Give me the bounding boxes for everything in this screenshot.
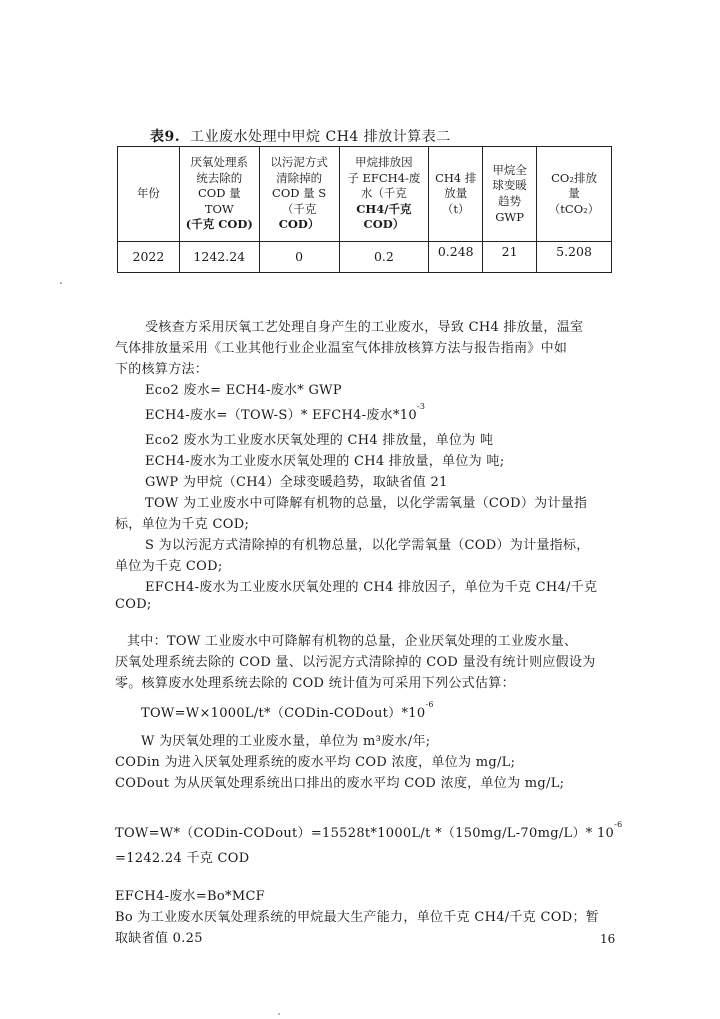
scan-speck (278, 1013, 280, 1015)
methane-calc-table (117, 146, 612, 273)
header-sludge-cod: 以污泥方式 清除掉的 COD 量 S （千克 COD） (259, 147, 339, 242)
paragraph-2-line-2: 厌氧处理系统去除的 COD 量、以污泥方式清除掉的 COD 量没有统计则应假设为 (115, 655, 596, 670)
definition-tow-line-2: 标，单位为千克 COD; (115, 517, 250, 532)
header-tow: 厌氧处理系 统去除的 COD 量 TOW (千克 COD) (179, 147, 259, 242)
paragraph-2-line-3: 零。核算废水处理系统去除的 COD 统计值为可采用下列公式估算： (115, 676, 515, 691)
table-caption (150, 126, 451, 146)
header-ch4-emission: CH4 排 放量 （t） (429, 147, 483, 242)
definition-s-line-1: S 为以污泥方式清除掉的有机物总量，以化学需氧量（COD）为计量指标， (145, 538, 590, 553)
definition-ech4: ECH4-废水为工业废水厌氧处理的 CH4 排放量，单位为 吨; (145, 454, 505, 469)
variable-codout: CODout 为从厌氧处理系统出口排出的废水平均 COD 浓度，单位为 mg/L; (115, 776, 565, 791)
cell-tow: 1242.24 (179, 242, 259, 273)
table-caption-title: 工业废水处理中甲烷 CH4 排放计算表二 (190, 129, 451, 145)
cell-gwp: 21 (483, 242, 537, 273)
paragraph-1-line-3: 下的核算方法： (115, 362, 209, 377)
header-gwp: 甲烷全 球变暖 趋势 GWP (483, 147, 537, 242)
table-header-row (118, 147, 612, 242)
definition-ef-line-2: COD; (115, 597, 152, 612)
scan-speck (60, 282, 62, 284)
header-emission-factor: 甲烷排放因 子 EFCH4-废 水（千克 CH4/千克 COD） (339, 147, 429, 242)
definition-ef-line-1: EFCH4-废水为工业废水厌氧处理的 CH4 排放因子，单位为千克 CH4/千克 (145, 580, 598, 595)
table-row (118, 242, 612, 273)
calculation-result: =1242.24 千克 COD (115, 851, 250, 866)
paragraph-1-line-1: 受核查方采用厌氧工艺处理自身产生的工业废水，导致 CH4 排放量，温室 (145, 320, 584, 335)
bo-definition-line-1: Bo 为工业废水厌氧处理系统的甲烷最大生产能力，单位千克 CH4/千克 COD；暂 (115, 910, 600, 925)
paragraph-1-line-2: 气体排放量采用《工业其他行业企业温室气体排放核算方法与报告指南》中如 (115, 341, 568, 356)
definition-eco2: Eco2 废水为工业废水厌氧处理的 CH4 排放量，单位为 吨 (145, 433, 494, 448)
cell-sludge-cod: 0 (259, 242, 339, 273)
calculation-tow: TOW=W*（CODin-CODout）=15528t*1000L/t *（150mg/L-70mg/L）* $10^{-6}$ (115, 820, 623, 841)
definition-tow-line-1: TOW 为工业废水中可降解有机物的总量，以化学需氧量（COD）为计量指 (145, 496, 588, 511)
definition-gwp: GWP 为甲烷（CH4）全球变暖趋势，取缺省值 21 (145, 475, 448, 490)
cell-year: 2022 (118, 242, 180, 273)
cell-emission-factor: 0.2 (339, 242, 429, 273)
formula-eco2: Eco2 废水= ECH4-废水* GWP (145, 383, 342, 398)
cell-ch4-emission: 0.248 (429, 242, 483, 273)
header-year: 年份 (118, 147, 180, 242)
formula-ech4: ECH4-废水=（TOW-S）* EFCH4-废水$*10^{-3}$ (145, 402, 426, 423)
paragraph-2-line-1: 其中：TOW 工业废水中可降解有机物的总量，企业厌氧处理的工业废水量、 (127, 634, 578, 649)
bo-definition-line-2: 取缺省值 0.25 (115, 931, 203, 946)
variable-w: W 为厌氧处理的工业废水量，单位为 m³废水/年; (141, 734, 431, 749)
definition-s-line-2: 单位为千克 COD; (115, 559, 223, 574)
formula-ef: EFCH4-废水=Bo*MCF (115, 889, 266, 904)
header-co2-emission: CO₂排放 量 （tCO₂） (537, 147, 612, 242)
page-number: 16 (600, 932, 616, 946)
formula-tow: $TOW=W\times 1000L/t*(CODin-CODout)*10^{-6}$ (141, 700, 434, 721)
variable-codin: CODin 为进入厌氧处理系统的废水平均 COD 浓度，单位为 mg/L; (115, 755, 516, 770)
cell-co2-emission: 5.208 (537, 242, 612, 273)
table-caption-number: 表9. (150, 129, 181, 145)
